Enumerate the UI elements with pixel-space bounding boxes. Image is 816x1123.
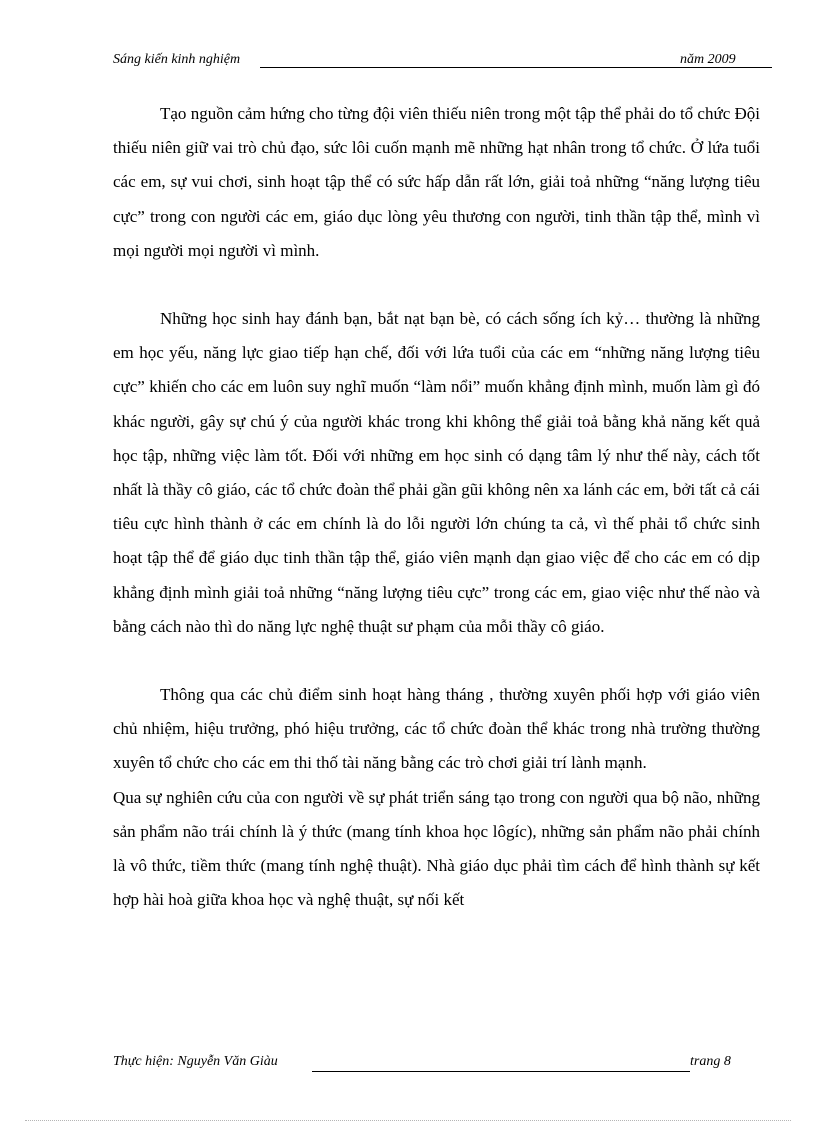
document-body — [113, 97, 760, 917]
footer-page-number: trang 8 — [690, 1054, 731, 1069]
footer-author: Thực hiện: Nguyễn Văn Giàu — [113, 1054, 278, 1069]
page-header — [113, 52, 745, 72]
paragraph-2: Những học sinh hay đánh bạn, bắt nạt bạn bè, có cách sống ích kỷ… thường là những em học yếu, năng lực giao tiếp hạn chế, đối với lứa tuổi của các em “những năng lượng tiêu cực” khiến cho các em luôn suy nghĩ muốn “làm nổi” muốn khẳng định mình, muốn làm gì đó khác người, gây sự chú ý của người khác trong khi không thể giải toả bằng khả năng kết quả học tập, những việc làm tốt. Đối với những em học sinh có dạng tâm lý như thế này, cách tốt nhất là thầy cô giáo, các tổ chức đoàn thể phải gần gũi không nên xa lánh các em, bởi tất cả cái tiêu cực hình thành ở các em chính là do lỗi người lớn chúng ta cả, vì thế phải tổ chức sinh hoạt tập thể để giáo dục tinh thần tập thể, giáo viên mạnh dạn giao việc để cho các em có dịp khẳng định mình giải toả những “năng lượng tiêu cực” trong các em, giao việc như thế nào và bằng cách nào thì do năng lực nghệ thuật sư phạm của mỗi thầy cô giáo. — [113, 309, 760, 636]
footer-rule — [312, 1071, 690, 1072]
paragraph-1: Tạo nguồn cảm hứng cho từng đội viên thiếu niên trong một tập thể phải do tổ chức Đội thiếu niên giữ vai trò chủ đạo, sức lôi cuốn mạnh mẽ những hạt nhân trong tổ chức. Ở lứa tuổi các em, sự vui chơi, sinh hoạt tập thể có sức hấp dẫn rất lớn, giải toả những “năng lượng tiêu cực” trong con người các em, giáo dục lòng yêu thương con người, tinh thần tập thể, mình vì mọi người mọi người vì mình. — [113, 104, 760, 260]
page-footer — [113, 1054, 745, 1074]
page-bottom-border — [25, 1120, 791, 1121]
paragraph-3: Thông qua các chủ điểm sinh hoạt hàng tháng , thường xuyên phối hợp với giáo viên chủ nhiệm, hiệu trưởng, phó hiệu trưởng, các tổ chức đoàn thể khác trong nhà trường thường xuyên tổ chức cho các em thi thố tài năng bằng các trò chơi giải trí lành mạnh. — [113, 685, 760, 773]
header-title: Sáng kiến kinh nghiệm — [113, 52, 241, 67]
paragraph-4: Qua sự nghiên cứu của con người về sự phát triển sáng tạo trong con người qua bộ não, những sản phẩm não trái chính là ý thức (mang tính khoa học lôgíc), những sản phẩm não phải chính là vô thức, tiềm thức (mang tính nghệ thuật). Nhà giáo dục phải tìm cách để hình thành sự kết hợp hài hoà giữa khoa học và nghệ thuật, sự nối kết — [113, 787, 760, 910]
header-year: năm 2009 — [680, 52, 736, 67]
